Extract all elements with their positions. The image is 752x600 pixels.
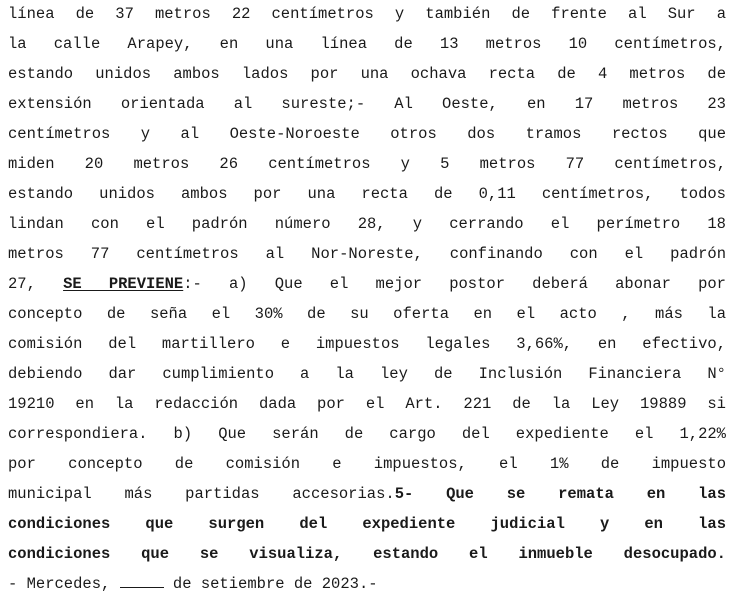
- text-line-16: por concepto de comisión e impuestos, el 1% de impuesto: [8, 455, 726, 473]
- text-line-5: centímetros y al Oeste-Noroeste otros dos tramos rectos que: [8, 125, 726, 143]
- text-line-9: metros 77 centímetros al Nor-Noreste, confinando con el padrón: [8, 245, 726, 263]
- text-line-20: [8, 572, 726, 596]
- text-line-10: [8, 272, 726, 296]
- text-line-1: línea de 37 metros 22 centímetros y también de frente al Sur a: [8, 5, 726, 23]
- text-line-14: 19210 en la redacción dada por el Art. 221 de la Ley 19889 si: [8, 395, 726, 413]
- text-line-4: extensión orientada al sureste;- Al Oeste, en 17 metros 23: [8, 95, 726, 113]
- document-page: [8, 0, 726, 600]
- text-line-20-post: de setiembre de 2023.-: [163, 575, 378, 593]
- text-line-17: [8, 482, 726, 506]
- text-line-20-pre: - Mercedes,: [8, 575, 120, 593]
- text-line-15: correspondiera. b) Que serán de cargo del expediente el 1,22%: [8, 425, 726, 443]
- text-line-2: la calle Arapey, en una línea de 13 metros 10 centímetros,: [8, 35, 726, 53]
- text-line-7: estando unidos ambos por una recta de 0,11 centímetros, todos: [8, 185, 726, 203]
- text-line-11: concepto de seña el 30% de su oferta en el acto , más la: [8, 305, 726, 323]
- text-line-13: debiendo dar cumplimiento a la ley de Inclusión Financiera N°: [8, 365, 726, 383]
- text-line-3: estando unidos ambos lados por una ochava recta de 4 metros de: [8, 65, 726, 83]
- text-line-6: miden 20 metros 26 centímetros y 5 metros 77 centímetros,: [8, 155, 726, 173]
- text-line-8: lindan con el padrón número 28, y cerrando el perímetro 18: [8, 215, 726, 233]
- text-line-12: comisión del martillero e impuestos legales 3,66%, en efectivo,: [8, 335, 726, 353]
- date-blank-line: [120, 573, 164, 588]
- text-line-10-post: :- a) Que el mejor postor deberá abonar por: [183, 275, 726, 293]
- text-line-19: condiciones que se visualiza, estando el inmueble desocupado.: [8, 545, 726, 563]
- clause-5-text: 5- Que se remata en las: [394, 485, 726, 503]
- se-previene-heading: SE PREVIENE: [63, 275, 184, 293]
- text-line-18: condiciones que surgen del expediente judicial y en las: [8, 515, 726, 533]
- text-line-17-pre: municipal más partidas accesorias.: [8, 485, 395, 503]
- text-line-10-pre: 27,: [8, 275, 64, 293]
